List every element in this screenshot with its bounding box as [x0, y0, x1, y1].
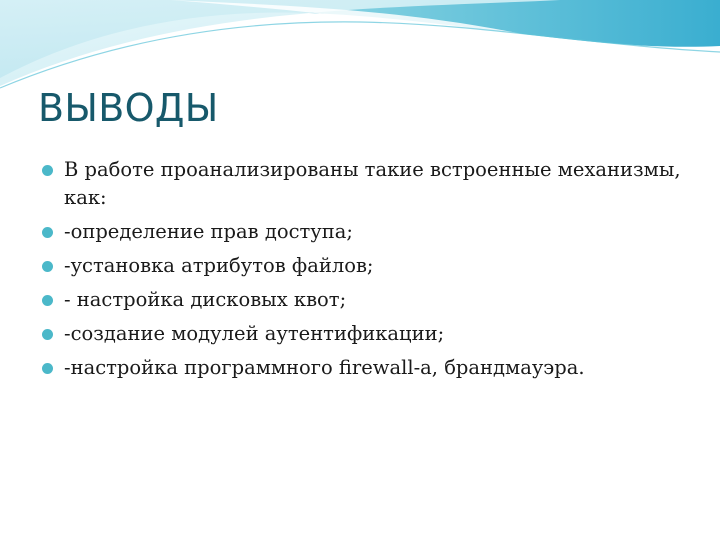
bullet-dot-icon [42, 165, 53, 176]
bullet-dot-icon [42, 363, 53, 374]
bullet-item [42, 156, 702, 212]
bullet-text: - настройка дисковых квот; [64, 288, 347, 311]
bullet-dot-icon [42, 329, 53, 340]
bullet-item [42, 252, 702, 280]
bullet-text: -создание модулей аутентификации; [64, 322, 445, 345]
bullet-text: В работе проанализированы такие встроенные механизмы, как: [64, 158, 681, 209]
bullet-dot-icon [42, 227, 53, 238]
bullet-list [42, 156, 702, 388]
slide-title: ВЫВОДЫ [38, 86, 219, 130]
bullet-item [42, 320, 702, 348]
bullet-dot-icon [42, 261, 53, 272]
bullet-text: -установка атрибутов файлов; [64, 254, 374, 277]
bullet-item [42, 218, 702, 246]
bullet-item [42, 354, 702, 382]
bullet-text: -настройка программного firewall-а, брандмауэра. [64, 356, 585, 379]
bullet-item [42, 286, 702, 314]
bullet-dot-icon [42, 295, 53, 306]
bullet-text: -определение прав доступа; [64, 220, 353, 243]
